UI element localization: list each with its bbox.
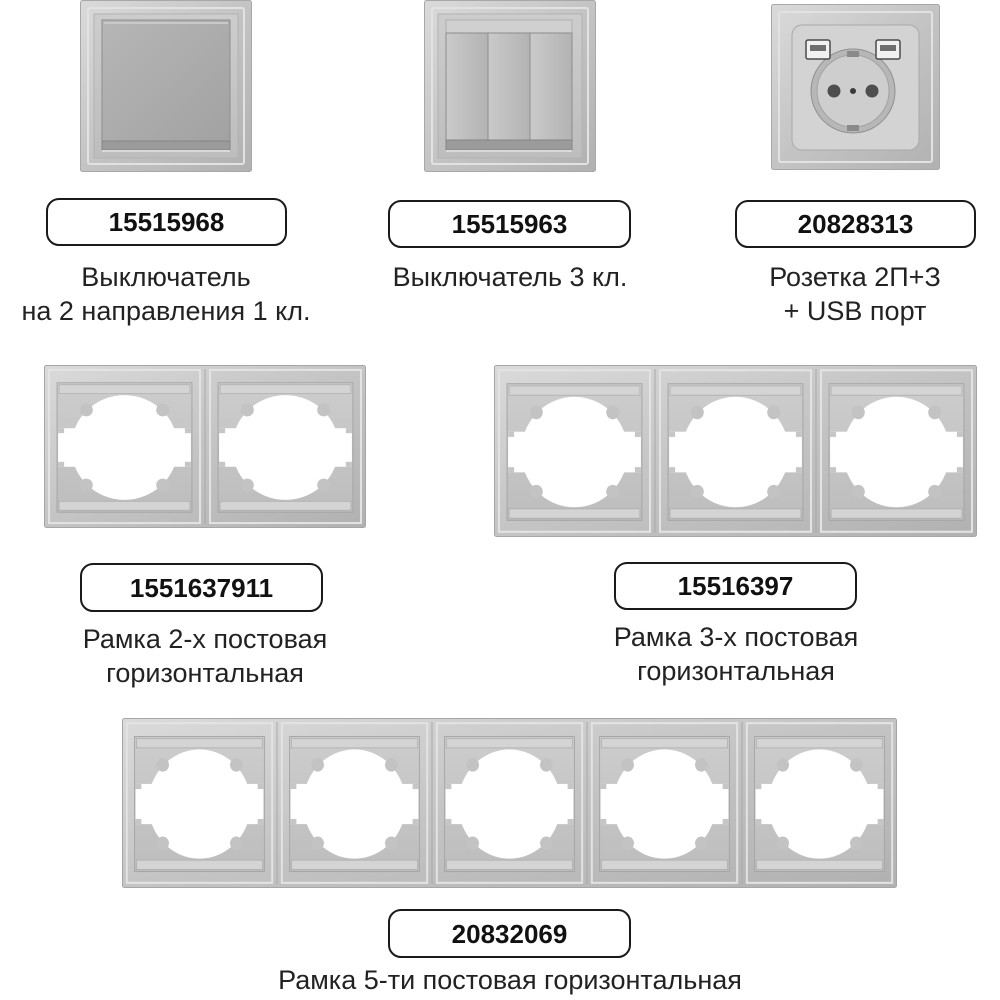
frame-5-gang-image — [122, 718, 897, 888]
frame-cell — [660, 370, 811, 532]
switch-1-key-image — [80, 0, 252, 172]
description-line: горизонтальная — [637, 656, 835, 686]
rocker-key — [530, 33, 572, 140]
product-description — [0, 260, 332, 328]
product-description — [360, 260, 660, 294]
description-line: + USB порт — [783, 296, 927, 326]
description-line: Рамка 3-х постовая — [613, 622, 859, 652]
frame-2-gang-image — [44, 365, 366, 528]
product-code-box — [46, 198, 287, 246]
description-line: Розетка 2П+З — [769, 262, 941, 292]
description-line: Рамка 5-ти постовая горизонтальная — [278, 965, 742, 995]
rocker-key — [446, 33, 488, 140]
frame-cell — [821, 370, 972, 532]
frame-cell — [592, 723, 737, 883]
product-code: 15515963 — [451, 209, 568, 239]
product-code-box — [80, 563, 323, 612]
socket-outlet — [811, 49, 895, 133]
product-code-box — [735, 200, 976, 248]
description-line: на 2 направления 1 кл. — [21, 296, 311, 326]
frame-cell — [747, 723, 892, 883]
product-description — [55, 622, 355, 690]
description-line: Выключатель — [81, 262, 251, 292]
frame-cell — [210, 370, 361, 523]
product-code-box — [614, 562, 857, 610]
rocker-key — [488, 33, 530, 140]
description-line: Выключатель 3 кл. — [392, 262, 628, 292]
socket-usb-image — [771, 4, 940, 170]
description-line: Рамка 2-х постовая — [82, 624, 328, 654]
product-code: 20828313 — [797, 209, 914, 239]
frame-cell — [282, 723, 427, 883]
frame-cell — [499, 370, 650, 532]
switch-3-key-image — [424, 0, 596, 172]
product-description — [586, 620, 886, 688]
product-description — [710, 260, 1000, 328]
product-code: 15515968 — [108, 207, 225, 237]
product-code-box — [388, 200, 631, 248]
product-description — [160, 963, 860, 997]
product-code: 20832069 — [451, 918, 568, 949]
product-code: 1551637911 — [129, 572, 274, 603]
frame-cell — [437, 723, 582, 883]
frame-cell — [127, 723, 272, 883]
product-code: 15516397 — [677, 571, 794, 601]
frame-cell — [49, 370, 200, 523]
description-line: горизонтальная — [106, 658, 304, 688]
frame-3-gang-image — [494, 365, 977, 537]
usb-port — [806, 40, 830, 59]
rocker-key — [102, 20, 230, 141]
product-code-box — [388, 909, 631, 958]
usb-port — [876, 40, 900, 59]
